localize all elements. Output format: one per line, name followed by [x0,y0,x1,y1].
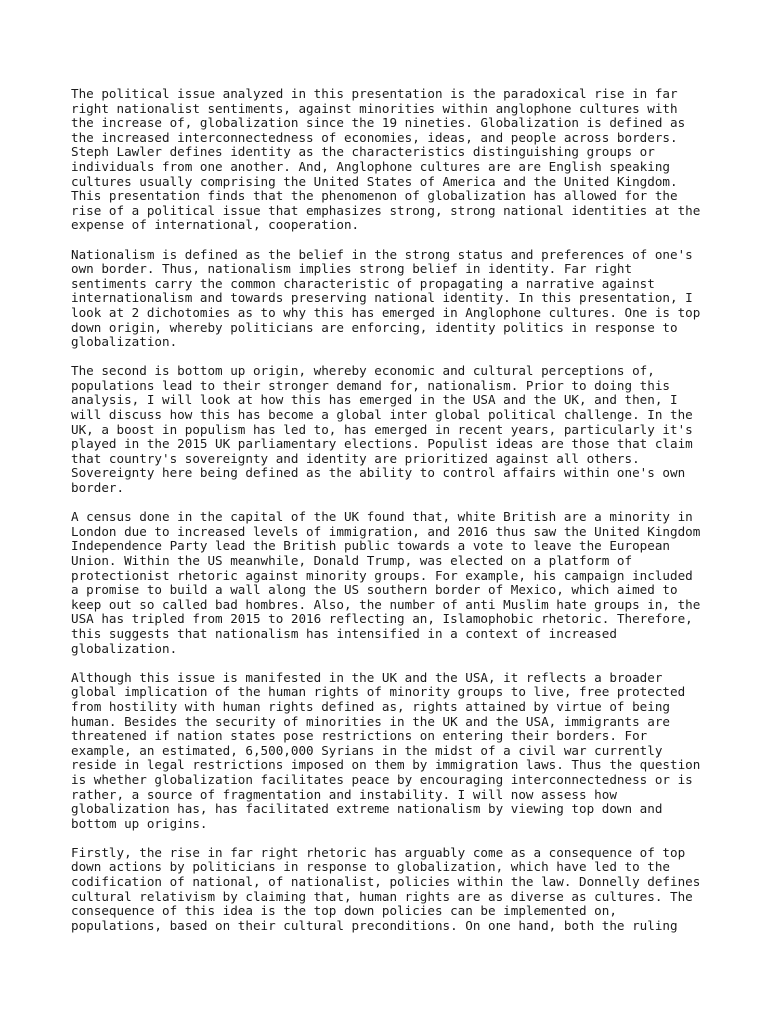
paragraph-6: Firstly, the rise in far right rhetoric has arguably come as a consequence of top down actions by politicians in response to globalization, which have led to the codification of national, of nationalist, policies within the law. Donnelly defines cultural relativism by claiming that, human rights are as diverse as cultures. The consequence of this idea is the top down policies can be implemented on, populations, based on their cultural preconditions. On one hand, both the ruling [71,844,701,933]
paragraph-4: A census done in the capital of the UK found that, white British are a minority in London due to increased levels of immigration, and 2016 thus saw the United Kingdom Independence Party lead the British public towards a vote to leave the European Union. Within the US meanwhile, Donald Trump, was elected on a platform of protectionist rhetoric against minority groups. For example, his campaign included a promise to build a wall along the US southern border of Mexico, which aimed to keep out so called bad hombres. Also, the number of anti Muslim hate groups in, the USA has tripled from 2015 to 2016 reflecting an, Islamophobic rhetoric. Therefore, this suggests that nationalism has intensified in a context of increased globalization. [71,509,701,656]
paragraph-3: The second is bottom up origin, whereby economic and cultural perceptions of, populations lead to their stronger demand for, nationalism. Prior to doing this analysis, I will look at how this has emerged in the USA and the UK, and then, I will discuss how this has become a global inter global political challenge. In the UK, a boost in populism has led to, has emerged in recent years, particularly it's played in the 2015 UK parliamentary elections. Populist ideas are those that claim that country's sovereignty and identity are prioritized against all others. Sovereignty here being defined as the ability to control affairs within one's own border. [71,363,693,496]
document-page [71,87,711,948]
paragraph-2: Nationalism is defined as the belief in the strong status and preferences of one's own border. Thus, nationalism implies strong belief in identity. Far right sentiments carry the common characteristic of propagating a narrative against internationalism and towards preserving national identity. In this presentation, I look at 2 dichotomies as to why this has emerged in Anglophone cultures. One is top down origin, whereby politicians are enforcing, identity politics in response to globalization. [71,246,701,350]
paragraph-5: Although this issue is manifested in the UK and the USA, it reflects a broader global implication of the human rights of minority groups to live, free protected from hostility with human rights defined as, rights attained by virtue of being human. Besides the security of minorities in the UK and the USA, immigrants are threatened if nation states pose restrictions on entering their borders. For example, an estimated, 6,500,000 Syrians in the midst of a civil war currently reside in legal restrictions imposed on them by immigration laws. Thus the question is whether globalization facilitates peace by encouraging interconnectedness or is rather, a source of fragmentation and instability. I will now assess how globalization has, has facilitated extreme nationalism by viewing top down and bottom up origins. [71,669,701,831]
paragraph-1: The political issue analyzed in this presentation is the paradoxical rise in far right nationalist sentiments, against minorities within anglophone cultures with the increase of, globalization since the 19 nineties. Globalization is defined as the increased interconnectedness of economies, ideas, and people across borders. Steph Lawler defines identity as the characteristics distinguishing groups or individuals from one another. And, Anglophone cultures are are English speaking cultures usually comprising the United States of America and the United Kingdom. This presentation finds that the phenomenon of globalization has allowed for the rise of a political issue that emphasizes strong, strong national identities at the expense of international, cooperation. [71,86,701,233]
